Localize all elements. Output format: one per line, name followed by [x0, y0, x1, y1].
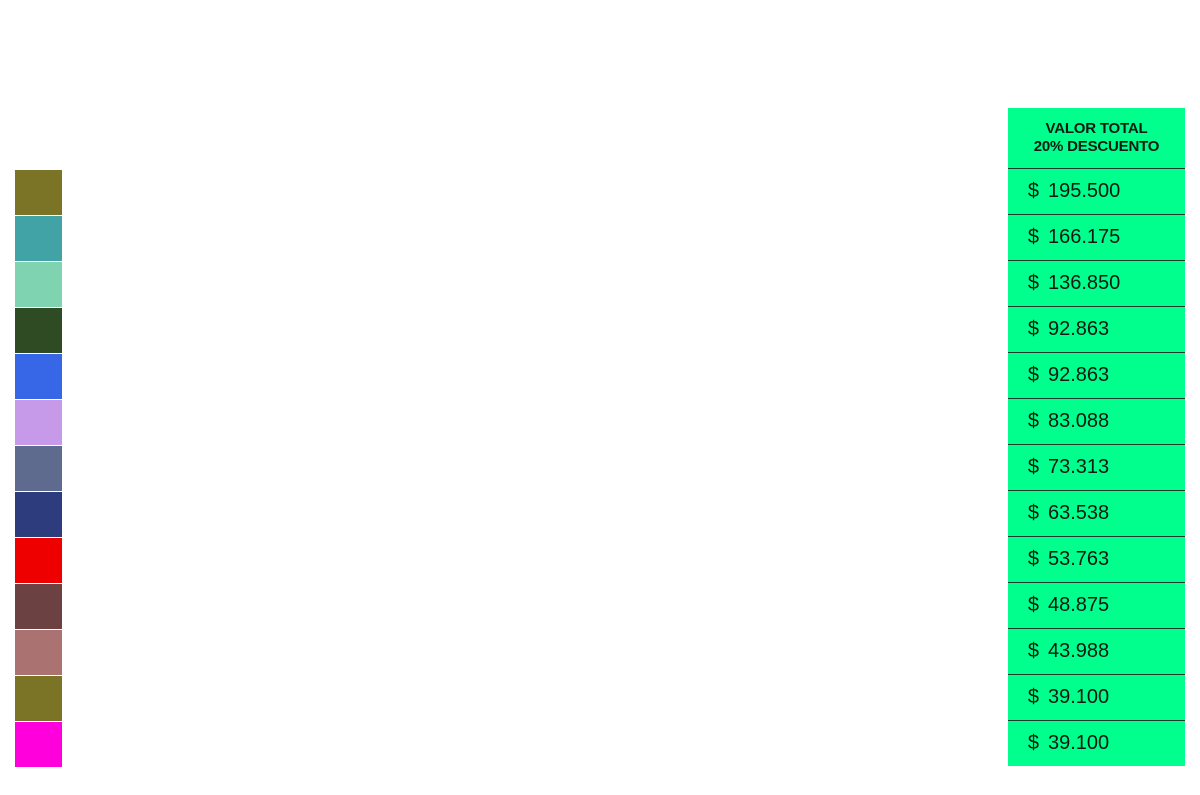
price-row — [1008, 583, 1185, 629]
price-row — [1008, 721, 1185, 766]
color-swatch — [15, 538, 62, 584]
currency-symbol: $ — [1027, 226, 1039, 248]
color-swatch — [15, 446, 62, 492]
price-row — [1008, 445, 1185, 491]
color-swatch — [15, 400, 62, 446]
price-amount: 48.875 — [1048, 594, 1110, 616]
color-swatch — [15, 584, 62, 630]
color-swatch — [15, 722, 62, 768]
header-title: VALOR TOTAL — [1045, 120, 1148, 137]
color-swatch — [15, 354, 62, 400]
color-swatch — [15, 308, 62, 354]
price-amount: 92.863 — [1048, 318, 1110, 340]
currency-symbol: $ — [1027, 456, 1039, 478]
price-row — [1008, 629, 1185, 675]
price-row — [1008, 491, 1185, 537]
price-amount: 166.175 — [1048, 226, 1121, 248]
price-row — [1008, 307, 1185, 353]
price-row — [1008, 675, 1185, 721]
price-amount: 195.500 — [1048, 180, 1121, 202]
price-row — [1008, 215, 1185, 261]
header-subtitle: 20% DESCUENTO — [1033, 138, 1160, 155]
price-row — [1008, 353, 1185, 399]
color-swatch — [15, 216, 62, 262]
currency-symbol: $ — [1027, 364, 1039, 386]
price-table — [1008, 108, 1185, 766]
color-swatch — [15, 630, 62, 676]
price-amount: 73.313 — [1048, 456, 1110, 478]
currency-symbol: $ — [1027, 594, 1039, 616]
color-swatch — [15, 262, 62, 308]
currency-symbol: $ — [1027, 318, 1039, 340]
color-swatch-column — [15, 170, 62, 768]
price-row — [1008, 261, 1185, 307]
color-swatch — [15, 676, 62, 722]
currency-symbol: $ — [1027, 686, 1039, 708]
currency-symbol: $ — [1027, 548, 1039, 570]
price-amount: 92.863 — [1048, 364, 1110, 386]
price-amount: 53.763 — [1048, 548, 1110, 570]
currency-symbol: $ — [1027, 640, 1039, 662]
price-amount: 63.538 — [1048, 502, 1110, 524]
price-amount: 83.088 — [1048, 410, 1110, 432]
price-amount: 43.988 — [1048, 640, 1110, 662]
color-swatch — [15, 492, 62, 538]
price-row — [1008, 169, 1185, 215]
price-amount: 39.100 — [1048, 686, 1110, 708]
currency-symbol: $ — [1027, 180, 1039, 202]
price-amount: 39.100 — [1048, 732, 1110, 754]
color-swatch — [15, 170, 62, 216]
price-row — [1008, 537, 1185, 583]
price-row — [1008, 399, 1185, 445]
price-amount: 136.850 — [1048, 272, 1121, 294]
price-table-header — [1008, 108, 1185, 169]
currency-symbol: $ — [1027, 410, 1039, 432]
currency-symbol: $ — [1027, 272, 1039, 294]
currency-symbol: $ — [1027, 732, 1039, 754]
currency-symbol: $ — [1027, 502, 1039, 524]
